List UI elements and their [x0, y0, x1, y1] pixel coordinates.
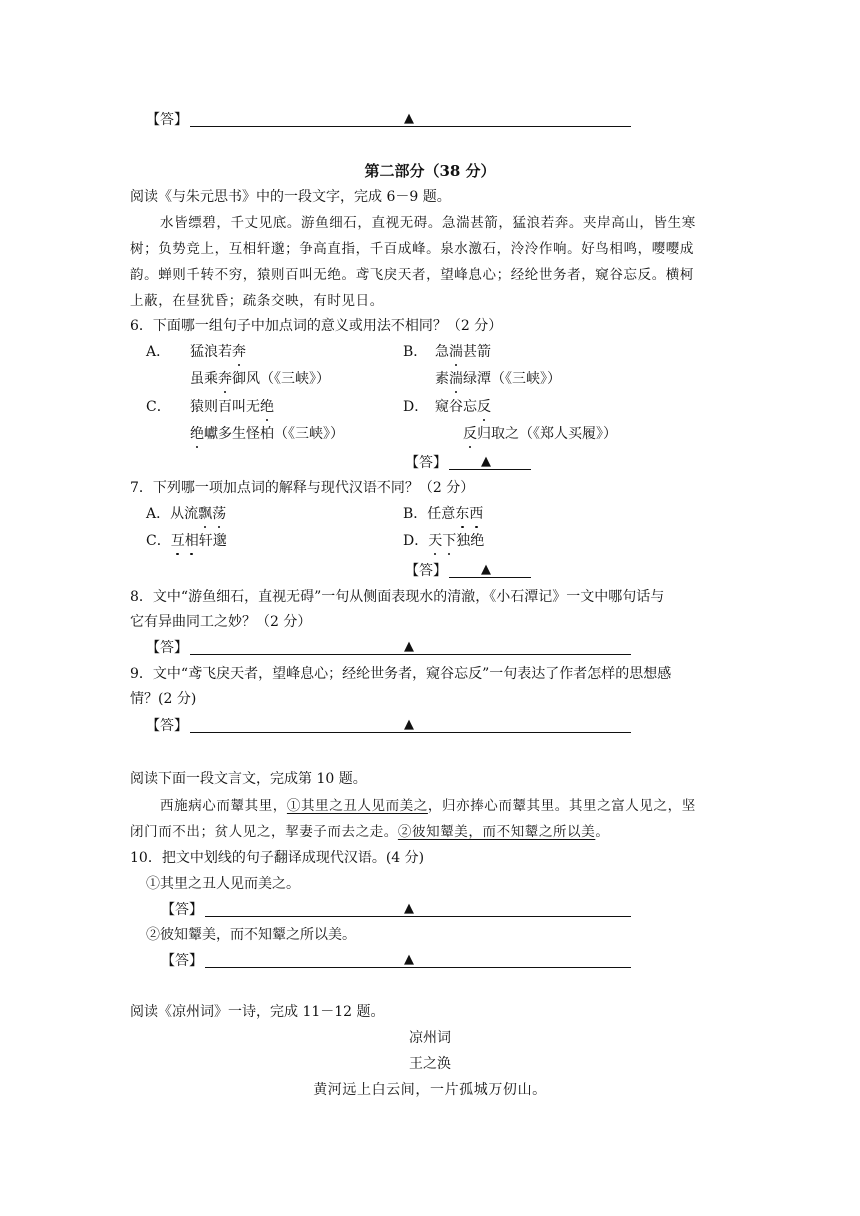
passage-text: 闭门而不出；贫人见之，挈妻子而去之走。 — [130, 824, 398, 840]
triangle-icon: ▲ — [404, 111, 414, 126]
underlined-sentence-2: ②彼知颦美，而不知颦之所以美 — [397, 824, 596, 840]
option-letter: D． — [403, 399, 429, 415]
option-letter: C． — [146, 399, 171, 415]
answer-label: 【答】 — [405, 563, 447, 579]
question-stem: 情？(2 分) — [130, 691, 197, 707]
answer-label: 【答】 — [161, 953, 203, 969]
underlined-sentence-1: ①其里之丑人见而美之 — [286, 798, 428, 814]
answer-line[interactable] — [205, 967, 631, 968]
option-text: 虽乘奔御风（《三峡》） — [190, 371, 330, 387]
part-title: 第二部分（38 分） — [364, 162, 496, 180]
passage-line: 韵。蝉则千转不穷，猿则百叫无绝。鸢飞戾天者，望峰息心；经纶世务者，窥谷忘反。横柯 — [130, 267, 694, 283]
question-stem: 它有异曲同工之妙？（2 分） — [130, 614, 312, 630]
option-text: 猿则百叫无绝 — [190, 399, 274, 415]
poem-line: 黄河远上白云间，一片孤城万仞山。 — [313, 1082, 547, 1098]
option-text: B．任意东西 — [403, 506, 484, 522]
triangle-icon: ▲ — [404, 952, 414, 967]
sub-question: ①其里之丑人见而美之。 — [146, 876, 300, 892]
passage-line: 上蔽，在昼犹昏；疏条交映，有时见日。 — [130, 293, 384, 309]
passage-text: ，归亦捧心而颦其里。其里之富人见之，坚 — [427, 798, 696, 814]
answer-line[interactable] — [205, 916, 631, 917]
triangle-icon: ▲ — [481, 454, 491, 469]
answer-label: 【答】 — [405, 455, 447, 471]
option-text: 绝巘多生怪柏（《三峡》） — [190, 426, 344, 442]
option-text: A．从流飘荡 — [146, 506, 227, 522]
question-stem: 10．把文中划线的句子翻译成现代汉语。(4 分) — [130, 850, 425, 866]
passage-line — [130, 822, 609, 842]
answer-label: 【答】 — [161, 902, 203, 918]
triangle-icon: ▲ — [404, 717, 414, 732]
option-letter: A． — [146, 344, 171, 360]
answer-line[interactable] — [449, 469, 531, 470]
option-text: 急湍甚箭 — [435, 344, 491, 360]
answer-label: 【答】 — [146, 112, 188, 128]
question-stem: 6．下面哪一组句子中加点词的意义或用法不相同？（2 分） — [130, 318, 503, 334]
triangle-icon: ▲ — [481, 562, 491, 577]
option-letter: B． — [403, 344, 428, 360]
triangle-icon: ▲ — [404, 639, 414, 654]
question-stem: 7．下列哪一项加点词的解释与现代汉语不同？（2 分） — [130, 480, 475, 496]
passage-line: 水皆缥碧，千丈见底。游鱼细石，直视无碍。急湍甚箭，猛浪若奔。夹岸高山，皆生寒 — [160, 215, 696, 231]
option-text: 窥谷忘反 — [435, 399, 491, 415]
answer-label: 【答】 — [146, 640, 188, 656]
passage-text: 。 — [595, 824, 610, 840]
poem-title: 凉州词 — [409, 1030, 451, 1046]
answer-line[interactable] — [449, 577, 531, 578]
answer-line[interactable] — [190, 126, 631, 127]
reading-intro: 阅读《与朱元思书》中的一段文字，完成 6－9 题。 — [130, 189, 451, 205]
passage-line — [160, 796, 696, 816]
question-stem: 9．文中“鸢飞戾天者，望峰息心；经纶世务者，窥谷忘反”一句表达了作者怎样的思想感 — [130, 666, 672, 682]
answer-line[interactable] — [190, 654, 631, 655]
answer-label: 【答】 — [146, 718, 188, 734]
poem-author: 王之涣 — [409, 1056, 451, 1072]
option-text: 素湍绿潭（《三峡》） — [435, 371, 561, 387]
option-text: 反归取之（《郑人买履》） — [463, 426, 617, 442]
triangle-icon: ▲ — [404, 901, 414, 916]
option-text: D．天下独绝 — [403, 533, 485, 549]
passage-text: 西施病心而颦其里， — [160, 798, 287, 814]
reading-intro: 阅读下面一段文言文，完成第 10 题。 — [130, 771, 367, 787]
answer-line[interactable] — [190, 732, 631, 733]
reading-intro: 阅读《凉州词》一诗，完成 11－12 题。 — [130, 1004, 385, 1020]
option-text: 猛浪若奔 — [190, 344, 246, 360]
sub-question: ②彼知颦美，而不知颦之所以美。 — [146, 927, 356, 943]
passage-line: 树；负势竞上，互相轩邈；争高直指，千百成峰。泉水激石，泠泠作响。好鸟相鸣，嘤嘤成 — [130, 241, 694, 257]
option-text: C．互相轩邈 — [146, 533, 227, 549]
question-stem: 8．文中“游鱼细石，直视无碍”一句从侧面表现水的清澈，《小石潭记》一文中哪句话与 — [130, 589, 665, 605]
